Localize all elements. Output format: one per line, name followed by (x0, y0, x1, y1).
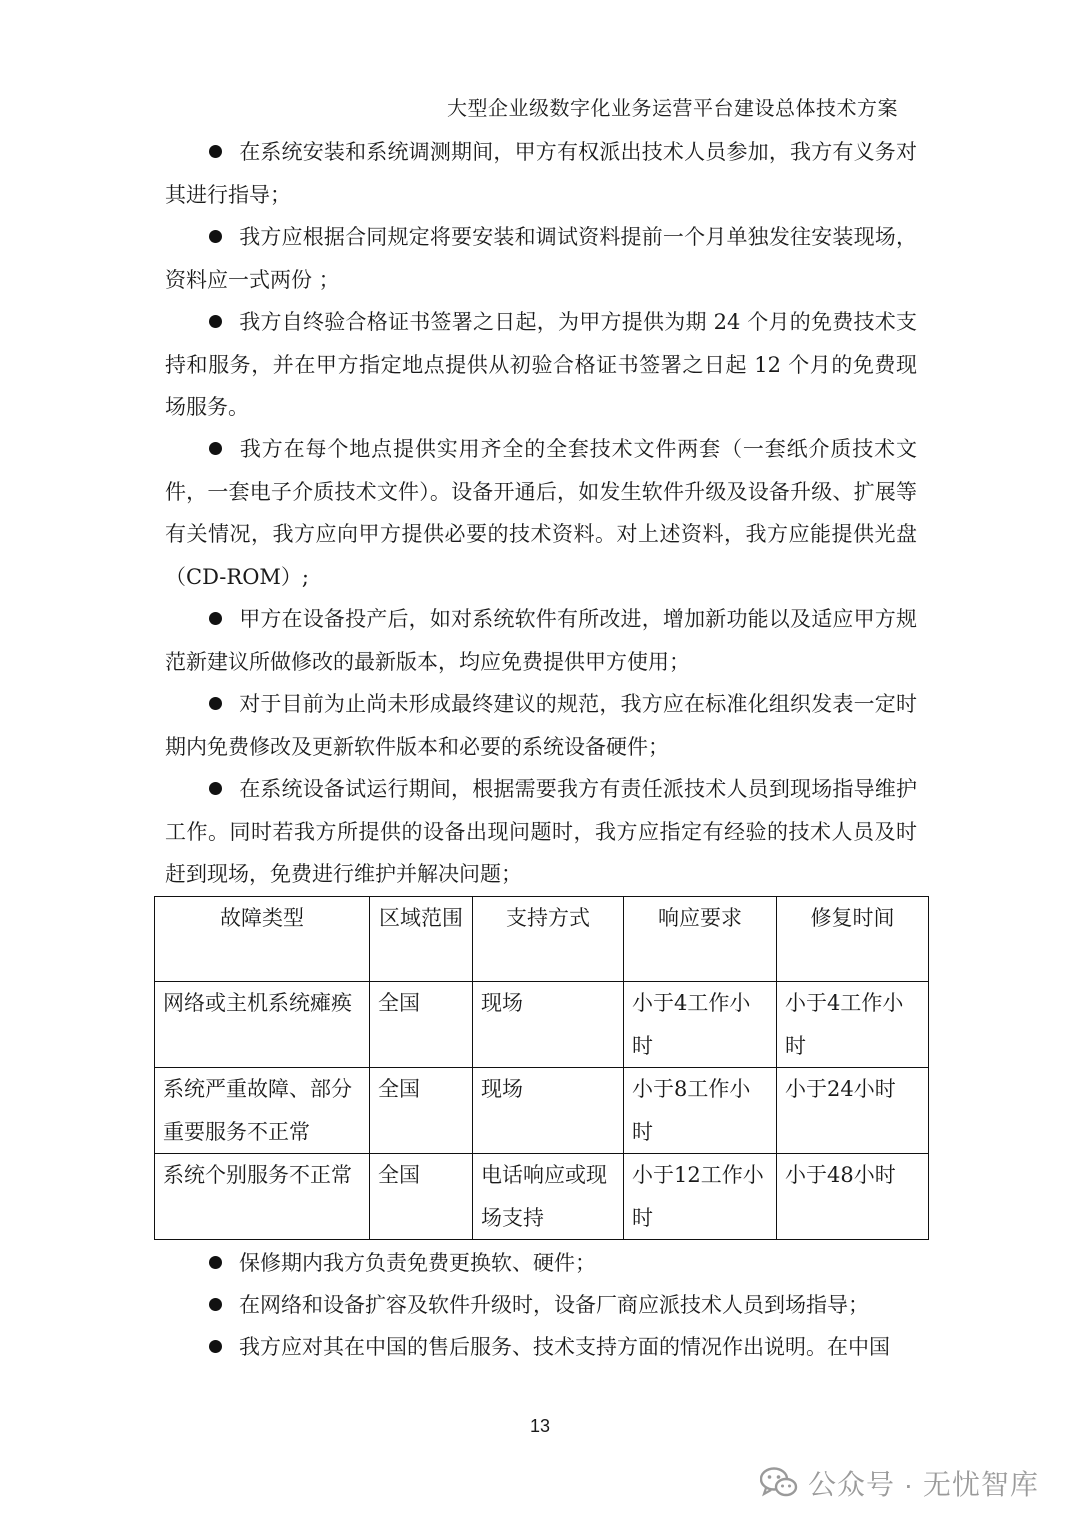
bullet-icon (209, 1256, 222, 1269)
table-header-row (155, 897, 929, 982)
table-row (155, 1068, 929, 1154)
bullet-icon (209, 145, 222, 158)
table-cell: 全国 (370, 1154, 473, 1240)
bullet-paragraph: 我方应根据合同规定将要安装和调试资料提前一个月单独发往安装现场，资料应一式两份 ； (165, 225, 917, 292)
wechat-icon (760, 1467, 798, 1499)
table-cell: 小于48小时 (777, 1154, 929, 1240)
table-cell: 现场 (473, 982, 624, 1068)
header-fault-type: 故障类型 (155, 897, 370, 982)
bullet-icon (209, 612, 222, 625)
header-support-mode: 支持方式 (473, 897, 624, 982)
bullet-paragraph: 我方应对其在中国的售后服务、技术支持方面的情况作出说明。在中国 (165, 1326, 917, 1369)
table-cell: 小于8工作小时 (624, 1068, 777, 1154)
table-cell: 系统个别服务不正常 (155, 1154, 370, 1240)
bullet-icon (209, 315, 222, 328)
page-number: 13 (529, 1416, 551, 1436)
bullet-paragraph: 在系统设备试运行期间，根据需要我方有责任派技术人员到现场指导维护工作。同时若我方所提供的设备出现问题时，我方应指定有经验的技术人员及时赶到现场，免费进行维护并解决问题； (165, 777, 917, 886)
bullet-icon (209, 782, 222, 795)
table-row (155, 1154, 929, 1240)
bullet-paragraph: 保修期内我方负责免费更换软、硬件； (165, 1242, 917, 1285)
table-cell: 小于4工作小时 (624, 982, 777, 1068)
bullet-icon (209, 1298, 222, 1311)
table-cell: 系统严重故障、部分重要服务不正常 (155, 1068, 370, 1154)
page-header-title: 大型企业级数字化业务运营平台建设总体技术方案 (447, 96, 898, 120)
table-row (155, 982, 929, 1068)
bullet-icon (209, 442, 222, 455)
table-cell: 现场 (473, 1068, 624, 1154)
watermark-text: 公众号 · 无忧智库 (808, 1469, 1039, 1500)
fault-support-table (154, 896, 929, 1240)
bullet-paragraph: 甲方在设备投产后，如对系统软件有所改进，增加新功能以及适应甲方规范新建议所做修改的最新版本，均应免费提供甲方使用； (165, 607, 917, 674)
header-region: 区域范围 (370, 897, 473, 982)
table-cell: 全国 (370, 982, 473, 1068)
header-repair-time: 修复时间 (777, 897, 929, 982)
bullet-icon (209, 697, 222, 710)
bullet-paragraph: 在网络和设备扩容及软件升级时，设备厂商应派技术人员到场指导； (165, 1284, 917, 1327)
table-cell: 全国 (370, 1068, 473, 1154)
table-cell: 网络或主机系统瘫痪 (155, 982, 370, 1068)
bullet-icon (209, 230, 222, 243)
bullet-paragraph: 在系统安装和系统调测期间，甲方有权派出技术人员参加，我方有义务对其进行指导； (165, 140, 917, 207)
bullet-paragraph: 我方在每个地点提供实用齐全的全套技术文件两套（一套纸介质技术文件，一套电子介质技术文件）。设备开通后，如发生软件升级及设备升级、扩展等有关情况，我方应向甲方提供必要的技术资料。对上述资料，我方应能提供光盘（CD-ROM）; (165, 437, 917, 589)
bullet-paragraph: 我方自终验合格证书签署之日起，为甲方提供为期 24 个月的免费技术支持和服务，并在甲方指定地点提供从初验合格证书签署之日起 12 个月的免费现场服务。 (165, 310, 917, 419)
table-cell: 电话响应或现场支持 (473, 1154, 624, 1240)
table-cell: 小于4工作小时 (777, 982, 929, 1068)
bullet-paragraph: 对于目前为止尚未形成最终建议的规范，我方应在标准化组织发表一定时期内免费修改及更新软件版本和必要的系统设备硬件； (165, 692, 917, 759)
header-response-requirement: 响应要求 (624, 897, 777, 982)
bullet-icon (209, 1340, 222, 1353)
watermark (760, 1463, 1039, 1503)
table-cell: 小于24小时 (777, 1068, 929, 1154)
table-cell: 小于12工作小时 (624, 1154, 777, 1240)
